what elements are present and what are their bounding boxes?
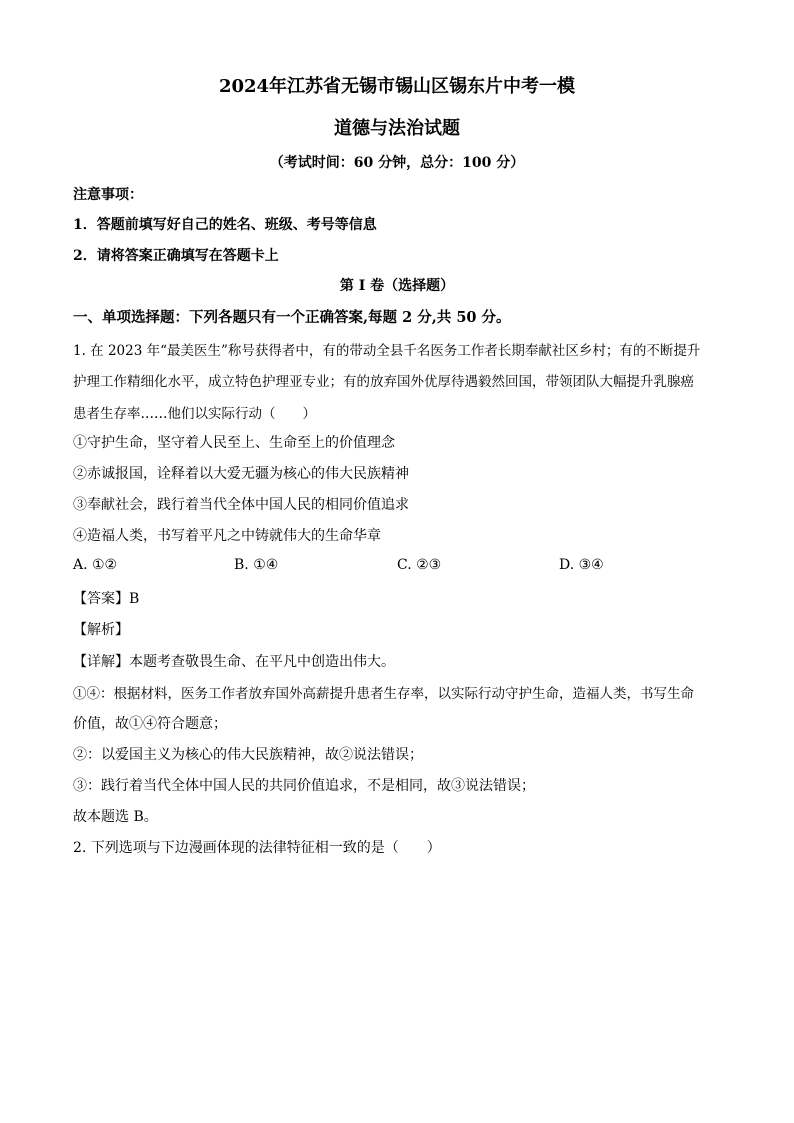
analysis-detail: ①④：根据材料，医务工作者放弃国外高薪提升患者生存率，以实际行动守护生命，造福人类，书写生命 bbox=[73, 686, 694, 702]
note-item: 1．答题前填写好自己的姓名、班级、考号等信息 bbox=[73, 217, 377, 233]
notes-heading: 注意事项： bbox=[73, 187, 143, 203]
question-2-text: 2. 下列选项与下边漫画体现的法律特征相一致的是（ ） bbox=[73, 840, 441, 856]
question-1-text: 护理工作精细化水平，成立特色护理亚专业；有的放弃国外优厚待遇毅然回国，带领团队大幅提升乳腺癌 bbox=[73, 374, 694, 390]
note-item: 2．请将答案正确填写在答题卡上 bbox=[73, 248, 279, 264]
analysis-detail: ②：以爱国主义为核心的伟大民族精神，故②说法错误； bbox=[73, 747, 423, 763]
exam-subtitle: 道德与法治试题 bbox=[334, 118, 460, 139]
volume-heading: 第 I 卷（选择题） bbox=[339, 278, 455, 294]
answer: 【答案】B bbox=[73, 591, 140, 607]
statement-4: ④造福人类，书写着平凡之中铸就伟大的生命华章 bbox=[73, 528, 381, 544]
section-title: 一、单项选择题：下列各题只有一个正确答案,每题 2 分,共 50 分。 bbox=[73, 309, 511, 326]
statement-1: ①守护生命，坚守着人民至上、生命至上的价值理念 bbox=[73, 435, 395, 451]
analysis-label: 【解析】 bbox=[73, 622, 129, 638]
analysis-detail: 故本题选 B。 bbox=[73, 809, 158, 825]
option-c: C. ②③ bbox=[397, 557, 442, 573]
question-1-text: 1. 在 2023 年“最美医生”称号获得者中，有的带动全县千名医务工作者长期奉献社区乡村；有的不断提升 bbox=[73, 343, 701, 359]
option-d: D. ③④ bbox=[559, 557, 604, 573]
analysis-detail: 价值，故①④符合题意； bbox=[73, 716, 227, 732]
option-b: B. ①④ bbox=[234, 557, 279, 573]
analysis-detail: 【详解】本题考查敬畏生命、在平凡中创造出伟大。 bbox=[73, 654, 395, 670]
exam-info: （考试时间：60 分钟，总分：100 分） bbox=[269, 155, 525, 171]
analysis-detail: ③：践行着当代全体中国人民的共同价值追求，不是相同，故③说法错误； bbox=[73, 778, 535, 794]
option-a: A. ①② bbox=[73, 557, 118, 573]
statement-2: ②赤诚报国，诠释着以大爱无疆为核心的伟大民族精神 bbox=[73, 466, 409, 482]
statement-3: ③奉献社会，践行着当代全体中国人民的相同价值追求 bbox=[73, 497, 409, 513]
question-1-text: 患者生存率……他们以实际行动（ ） bbox=[73, 406, 316, 422]
exam-title: 2024年江苏省无锡市锡山区锡东片中考一模 bbox=[218, 76, 576, 97]
